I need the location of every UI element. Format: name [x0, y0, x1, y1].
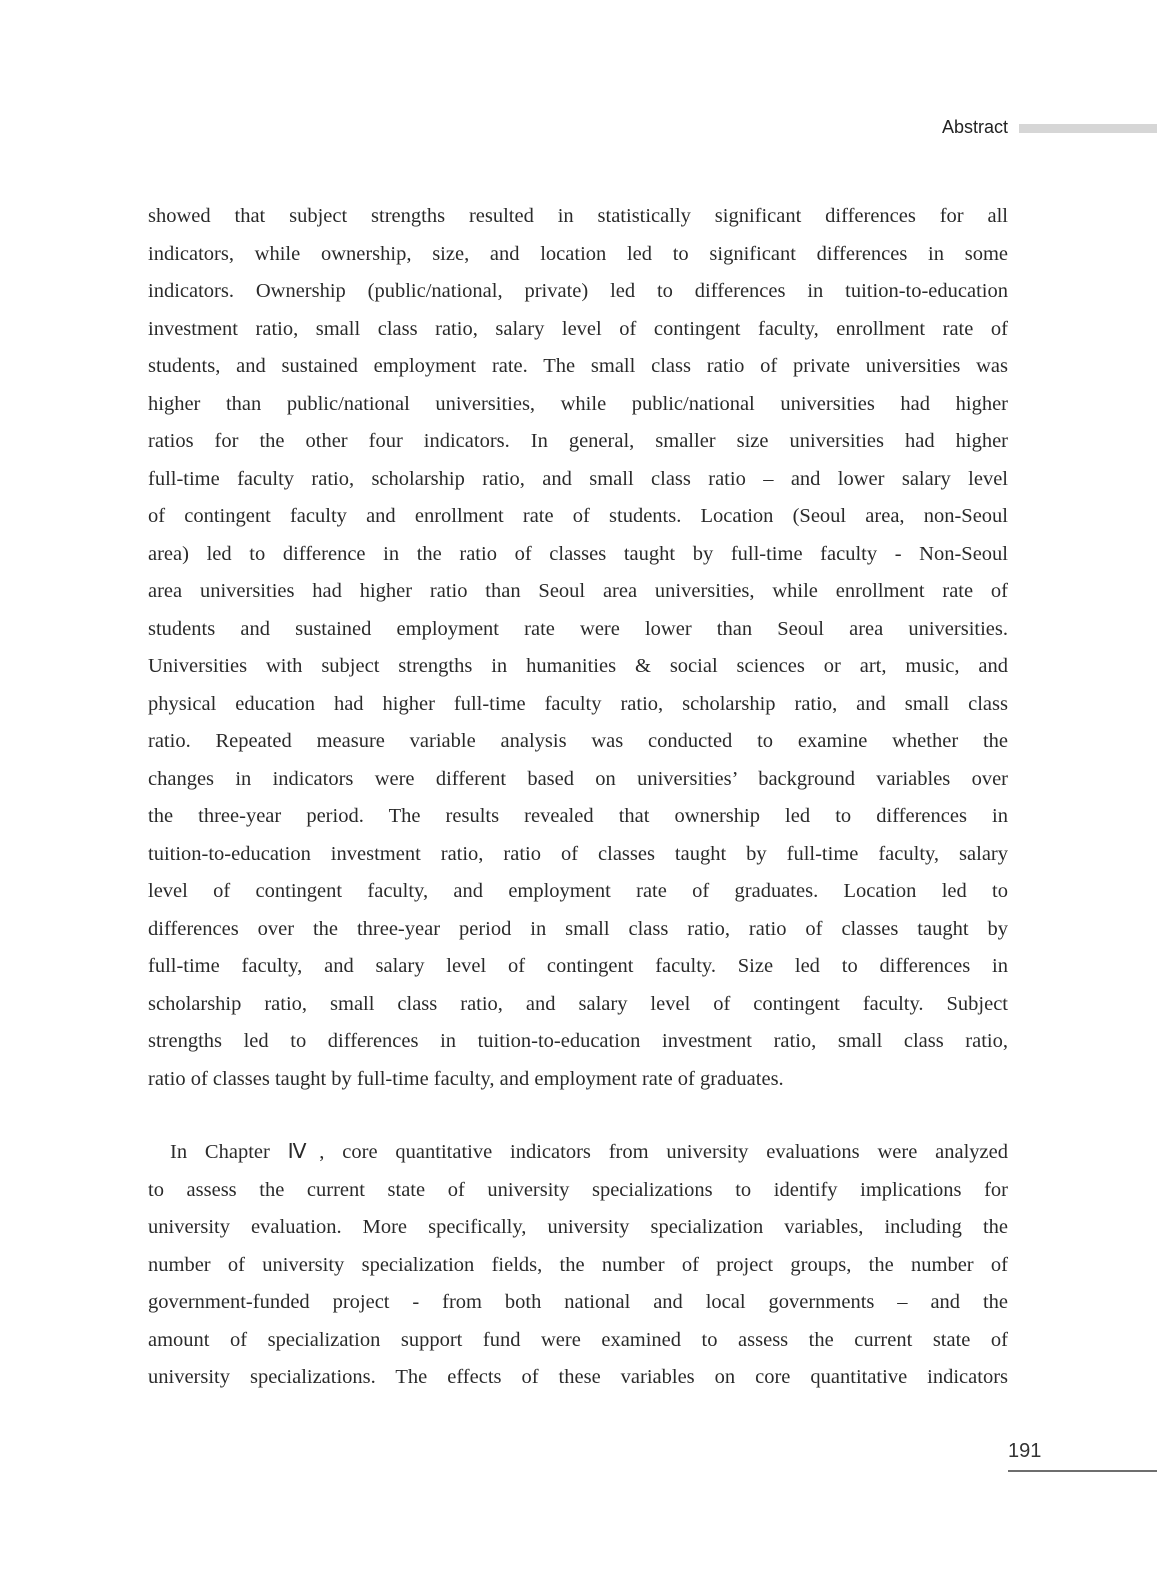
paragraph-2	[148, 1134, 1008, 1397]
text-line: higher than public/national universities, while public/national universities had higher	[148, 392, 1008, 415]
text-line: showed that subject strengths resulted in statistically significant differences for all	[148, 205, 1008, 227]
text-line: government-funded project - from both national and local governments – and the	[148, 1291, 1008, 1313]
page-number: 191	[1008, 1440, 1042, 1462]
text-line: university evaluation. More specifically, university specialization variables, including the	[148, 1216, 1008, 1238]
text-line: physical education had higher full-time faculty ratio, scholarship ratio, and small class	[148, 692, 1008, 715]
text-line: changes in indicators were different based on universities’ background variables over	[148, 767, 1008, 790]
paragraph-1	[148, 198, 1008, 1098]
page-number-rule	[1008, 1470, 1157, 1472]
text-line: In Chapter Ⅳ, core quantitative indicators from university evaluations were analyzed	[170, 1141, 1008, 1163]
text-line: scholarship ratio, small class ratio, and salary level of contingent faculty. Subject	[148, 992, 1008, 1015]
text-line: ratio. Repeated measure variable analysis was conducted to examine whether the	[148, 730, 1008, 752]
text-line: indicators, while ownership, size, and location led to significant differences in some	[148, 242, 1008, 265]
text-line: strengths led to differences in tuition-to-education investment ratio, small class ratio,	[148, 1030, 1008, 1052]
text-line: ratios for the other four indicators. In general, smaller size universities had higher	[148, 430, 1008, 452]
text-line: full-time faculty, and salary level of contingent faculty. Size led to differences in	[148, 955, 1008, 977]
text-line: Universities with subject strengths in humanities & social sciences or art, music, and	[148, 655, 1008, 677]
text-line: ratio of classes taught by full-time faculty, and employment rate of graduates.	[148, 1067, 784, 1090]
text-line: investment ratio, small class ratio, salary level of contingent faculty, enrollment rate of	[148, 317, 1008, 340]
text-line: level of contingent faculty, and employment rate of graduates. Location led to	[148, 880, 1008, 902]
text-line: students and sustained employment rate were lower than Seoul area universities.	[148, 617, 1008, 640]
text-line: full-time faculty ratio, scholarship ratio, and small class ratio – and lower salary level	[148, 467, 1008, 490]
text-line: area universities had higher ratio than Seoul area universities, while enrollment rate of	[148, 580, 1008, 602]
text-line: the three-year period. The results revealed that ownership led to differences in	[148, 805, 1008, 827]
text-line: of contingent faculty and enrollment rate of students. Location (Seoul area, non-Seoul	[148, 505, 1008, 527]
text-line: differences over the three-year period in small class ratio, ratio of classes taught by	[148, 917, 1008, 940]
text-line: number of university specialization fields, the number of project groups, the number of	[148, 1253, 1008, 1276]
text-line: to assess the current state of university specializations to identify implications for	[148, 1178, 1008, 1201]
text-line: area) led to difference in the ratio of classes taught by full-time faculty - Non-Seoul	[148, 542, 1008, 565]
text-line: tuition-to-education investment ratio, ratio of classes taught by full-time faculty, salary	[148, 842, 1008, 865]
text-line: students, and sustained employment rate. The small class ratio of private universities was	[148, 355, 1008, 377]
text-line: amount of specialization support fund were examined to assess the current state of	[148, 1328, 1008, 1351]
text-line: indicators. Ownership (public/national, private) led to differences in tuition-to-education	[148, 280, 1008, 302]
section-header-label: Abstract	[941, 117, 1008, 137]
text-line: university specializations. The effects of these variables on core quantitative indicators	[148, 1366, 1008, 1388]
header-decorative-bar	[1019, 124, 1157, 133]
